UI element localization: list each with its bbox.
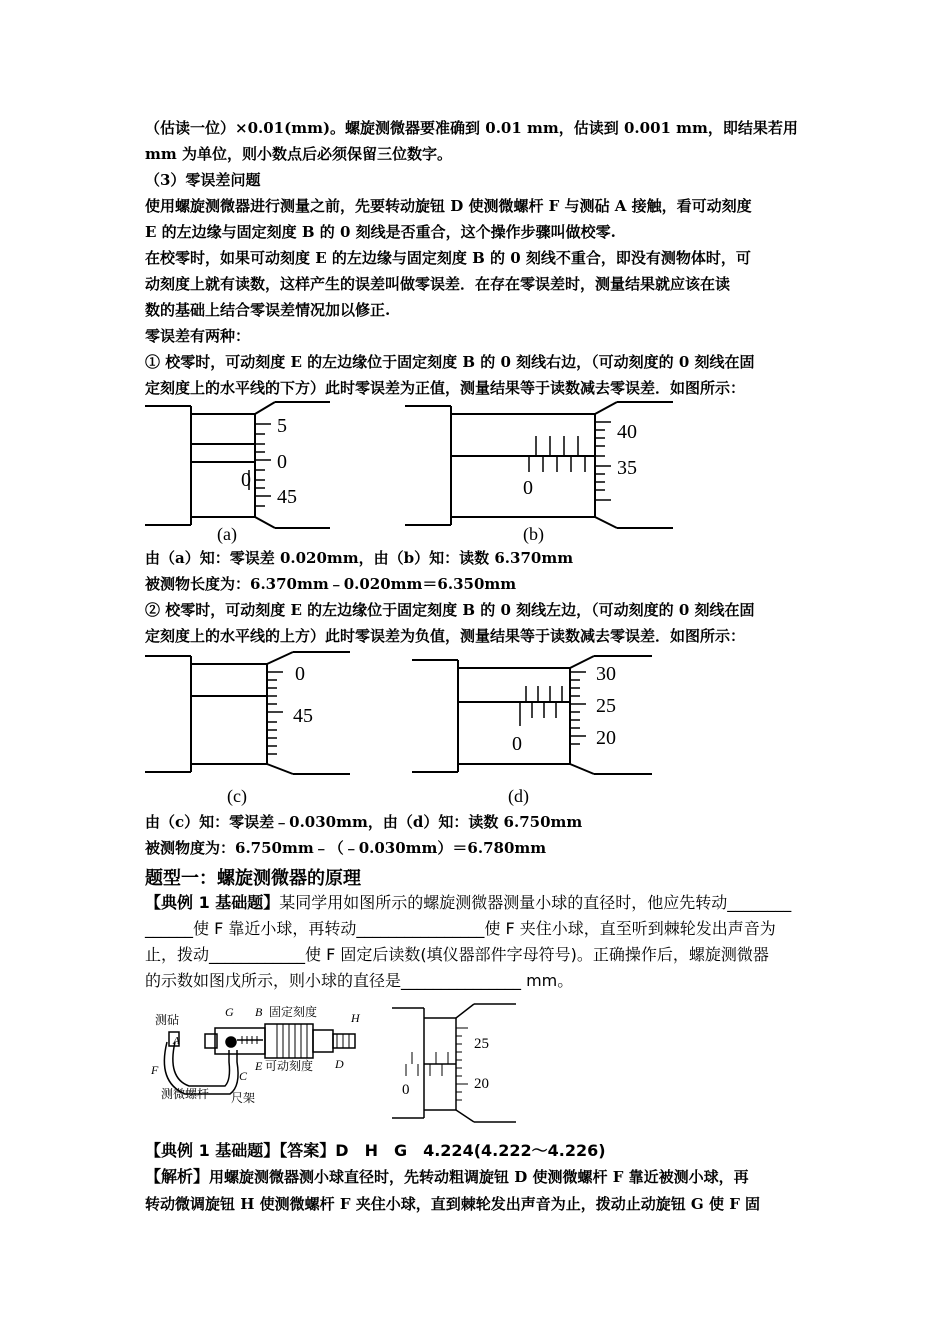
diagram-label: H <box>351 1011 360 1025</box>
diagram-label: E <box>255 1059 263 1073</box>
figure-b <box>405 400 675 545</box>
example-tag: 【典例 1 基础题】 <box>145 893 280 912</box>
text-line: 动刻度上就有读数，这样产生的误差叫做零误差．在存在零误差时，测量结果就应该在读 <box>145 275 731 293</box>
diagram-label: 固定刻度 <box>269 1005 318 1019</box>
tick-label: 20 <box>596 727 616 749</box>
diagram-label: B <box>255 1005 263 1019</box>
zero-label: 0 <box>512 733 522 755</box>
text-line: （估读一位）×0.01(mm)。螺旋测微器要准确到 0.01 mm，估读到 0.001 mm，即结果若用 <box>145 119 798 137</box>
tick-label: 0 <box>295 663 305 685</box>
text-line: 在校零时，如果可动刻度 E 的左边缘与固定刻度 B 的 0 刻线不重合，即没有测物体时，可 <box>145 249 751 267</box>
figure-c <box>145 650 360 810</box>
text-line: 由（c）知：零误差﹣0.030mm，由（d）知：读数 6.750mm <box>145 813 583 831</box>
figure-caption: (b) <box>523 524 544 544</box>
figure-d <box>410 650 665 810</box>
text-line: ① 校零时，可动刻度 E 的左边缘位于固定刻度 B 的 0 刻线右边，（可动刻度的 0 刻线在固 <box>145 353 755 371</box>
zero-label: 0 <box>402 1082 410 1098</box>
text-line: 零误差有两种： <box>145 327 251 345</box>
diagram-label: D <box>335 1057 344 1071</box>
figure-caption: (a) <box>217 524 237 544</box>
zero-label: 0 <box>523 477 533 499</box>
diagram-label: G <box>225 1005 234 1019</box>
text-line: 被测物长度为：6.370mm﹣0.020mm＝6.350mm <box>145 575 517 593</box>
analysis-text: 用螺旋测微器测小球直径时，先转动粗调旋钮 D 使测微螺杆 F 靠近被测小球，再 <box>209 1168 749 1186</box>
text-line: 定刻度上的水平线的上方）此时零误差为负值，测量结果等于读数减去零误差．如图所示： <box>145 627 746 645</box>
diagram-label: A <box>173 1035 180 1047</box>
text-line: mm 为单位，则小数点后必须保留三位数字。 <box>145 145 452 163</box>
tick-label: 25 <box>596 695 616 717</box>
question-line <box>145 892 791 914</box>
answer-tag: 【典例 1 基础题】【答案】 <box>145 1141 336 1160</box>
text-line: 定刻度上的水平线的下方）此时零误差为正值，测量结果等于读数减去零误差．如图所示： <box>145 379 746 397</box>
diagram-label: 尺架 <box>231 1091 256 1105</box>
tick-label: 30 <box>596 663 616 685</box>
tick-label: 40 <box>617 421 637 443</box>
text-line: 数的基础上结合零误差情况加以修正. <box>145 301 391 319</box>
analysis-tag: 【解析】 <box>145 1167 210 1186</box>
zero-label: 0 <box>241 469 251 491</box>
tick-label: 25 <box>474 1036 489 1052</box>
text-line: E 的左边缘与固定刻度 B 的 0 刻线是否重合，这个操作步骤叫做校零. <box>145 223 616 241</box>
text-line: 使用螺旋测微器进行测量之前，先要转动旋钮 D 使测微螺杆 F 与测砧 A 接触，看可动刻度 <box>145 197 752 215</box>
tick-label: 35 <box>617 457 637 479</box>
tick-label: 45 <box>277 486 297 508</box>
text-line: 由（a）知：零误差 0.020mm，由（b）知：读数 6.370mm <box>145 549 574 567</box>
diagram-label: 可动刻度 <box>265 1059 314 1073</box>
answer-text: D H G 4.224(4.222～4.226) <box>335 1141 606 1160</box>
tick-label: 0 <box>277 451 287 473</box>
text-line: 被测物度为：6.750mm﹣（﹣0.030mm）＝6.780mm <box>145 839 547 857</box>
diagram-label: 测微螺杆 <box>161 1087 210 1101</box>
analysis-line: 转动微调旋钮 H 使测微螺杆 F 夹住小球，直到棘轮发出声音为止，拨动止动旋钮 G 使 F 固 <box>145 1195 761 1213</box>
figure-a <box>145 400 345 545</box>
answer-line <box>145 1140 606 1162</box>
tick-label: 45 <box>293 705 313 727</box>
tick-label: 5 <box>277 415 287 437</box>
micrometer-diagram <box>145 1002 375 1112</box>
diagram-label: 测砧 <box>155 1013 180 1027</box>
question-line: 的示数如图戊所示，则小球的直径是_______________ mm。 <box>145 971 574 990</box>
diagram-label: F <box>151 1063 159 1077</box>
text-line: ② 校零时，可动刻度 E 的左边缘位于固定刻度 B 的 0 刻线左边，（可动刻度的 0 刻线在固 <box>145 601 755 619</box>
question-line: ______使 F 靠近小球，再转动________________使 F 夹住小球，直至听到棘轮发出声音为 <box>145 919 776 938</box>
analysis-line <box>145 1166 749 1188</box>
reading-figure <box>390 1000 520 1125</box>
figure-caption: (d) <box>508 786 529 806</box>
section-title: 题型一：螺旋测微器的原理 <box>145 868 361 889</box>
figure-caption: (c) <box>227 786 247 806</box>
question-line: 止，拨动____________使 F 固定后读数(填仪器部件字母符号)。正确操作后，螺旋测微器 <box>145 945 769 964</box>
tick-label: 20 <box>474 1076 489 1092</box>
diagram-label: C <box>239 1069 248 1083</box>
question-text: 某同学用如图所示的螺旋测微器测量小球的直径时，他应先转动________ <box>279 893 792 912</box>
section-heading: （3）零误差问题 <box>145 171 261 189</box>
